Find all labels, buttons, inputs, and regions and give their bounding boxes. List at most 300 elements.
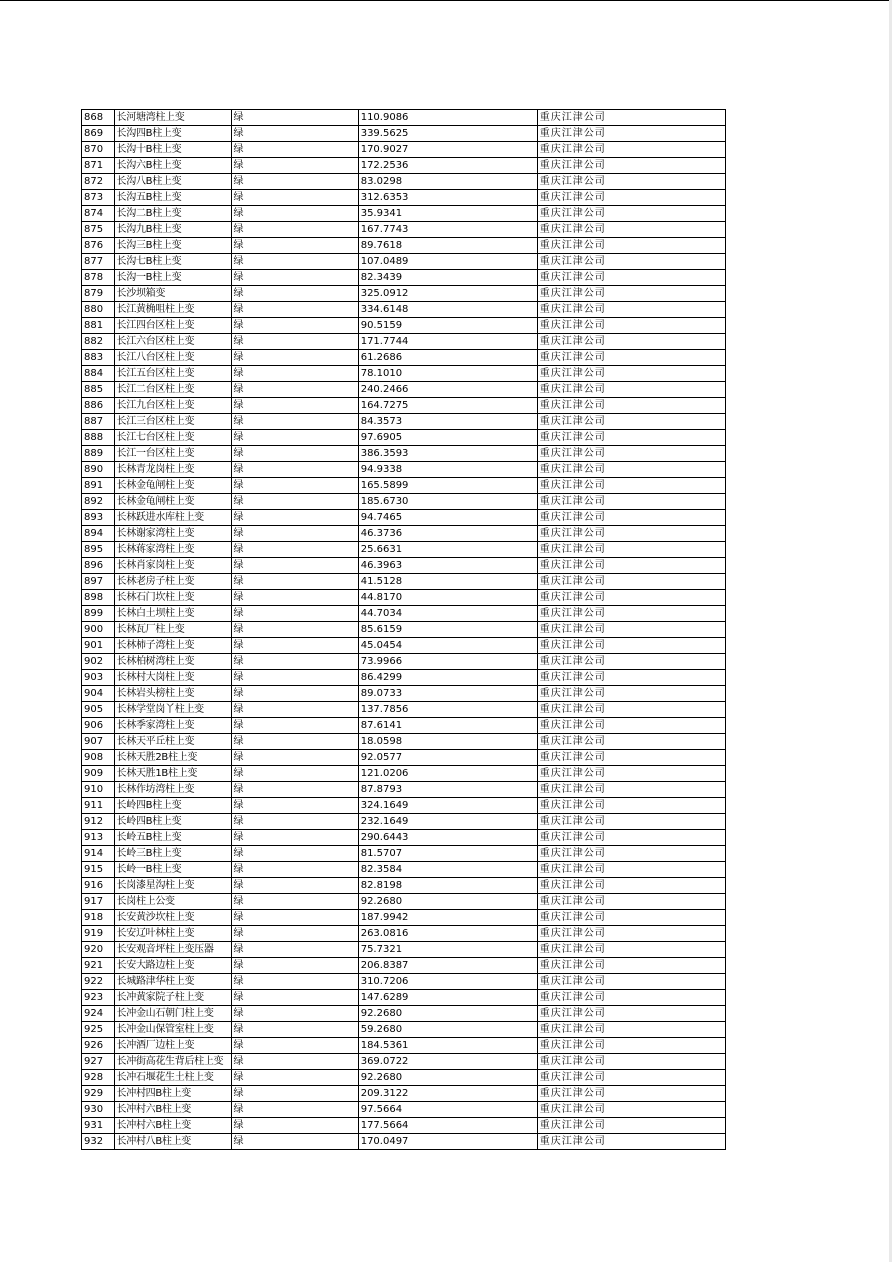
company-cell: 重庆江津公司 <box>537 478 725 494</box>
value-cell: 263.0816 <box>358 926 537 942</box>
company-cell: 重庆江津公司 <box>537 1006 725 1022</box>
value-cell: 90.5159 <box>358 318 537 334</box>
company-cell: 重庆江津公司 <box>537 782 725 798</box>
table-row <box>82 990 726 1006</box>
status-color-cell: 绿 <box>231 286 358 302</box>
transformer-name-cell: 长沟五B柱上变 <box>114 190 231 206</box>
company-cell: 重庆江津公司 <box>537 974 725 990</box>
table-row <box>82 382 726 398</box>
company-cell: 重庆江津公司 <box>537 942 725 958</box>
row-number-cell: 884 <box>82 366 115 382</box>
row-number-cell: 882 <box>82 334 115 350</box>
value-cell: 185.6730 <box>358 494 537 510</box>
row-number-cell: 890 <box>82 462 115 478</box>
transformer-name-cell: 长岗柱上公变 <box>114 894 231 910</box>
table-row <box>82 622 726 638</box>
value-cell: 46.3963 <box>358 558 537 574</box>
status-color-cell: 绿 <box>231 990 358 1006</box>
status-color-cell: 绿 <box>231 1086 358 1102</box>
table-row <box>82 174 726 190</box>
transformer-name-cell: 长岭四B柱上变 <box>114 814 231 830</box>
value-cell: 94.7465 <box>358 510 537 526</box>
value-cell: 386.3593 <box>358 446 537 462</box>
status-color-cell: 绿 <box>231 110 358 126</box>
row-number-cell: 869 <box>82 126 115 142</box>
status-color-cell: 绿 <box>231 958 358 974</box>
transformer-name-cell: 长安大路边柱上变 <box>114 958 231 974</box>
table-row <box>82 366 726 382</box>
status-color-cell: 绿 <box>231 926 358 942</box>
row-number-cell: 878 <box>82 270 115 286</box>
row-number-cell: 883 <box>82 350 115 366</box>
status-color-cell: 绿 <box>231 670 358 686</box>
row-number-cell: 931 <box>82 1118 115 1134</box>
table-row <box>82 302 726 318</box>
table-row <box>82 318 726 334</box>
company-cell: 重庆江津公司 <box>537 382 725 398</box>
value-cell: 107.0489 <box>358 254 537 270</box>
transformer-name-cell: 长冲村六B柱上变 <box>114 1118 231 1134</box>
transformer-name-cell: 长沟八B柱上变 <box>114 174 231 190</box>
row-number-cell: 894 <box>82 526 115 542</box>
row-number-cell: 912 <box>82 814 115 830</box>
row-number-cell: 895 <box>82 542 115 558</box>
row-number-cell: 930 <box>82 1102 115 1118</box>
company-cell: 重庆江津公司 <box>537 1070 725 1086</box>
company-cell: 重庆江津公司 <box>537 798 725 814</box>
value-cell: 97.6905 <box>358 430 537 446</box>
transformer-name-cell: 长沟一B柱上变 <box>114 270 231 286</box>
status-color-cell: 绿 <box>231 1038 358 1054</box>
status-color-cell: 绿 <box>231 142 358 158</box>
row-number-cell: 900 <box>82 622 115 638</box>
value-cell: 97.5664 <box>358 1102 537 1118</box>
company-cell: 重庆江津公司 <box>537 1118 725 1134</box>
table-row <box>82 606 726 622</box>
status-color-cell: 绿 <box>231 1102 358 1118</box>
row-number-cell: 907 <box>82 734 115 750</box>
table-row <box>82 958 726 974</box>
table-row <box>82 238 726 254</box>
status-color-cell: 绿 <box>231 638 358 654</box>
value-cell: 82.3584 <box>358 862 537 878</box>
value-cell: 170.9027 <box>358 142 537 158</box>
status-color-cell: 绿 <box>231 830 358 846</box>
company-cell: 重庆江津公司 <box>537 350 725 366</box>
transformer-name-cell: 长城路津华柱上变 <box>114 974 231 990</box>
value-cell: 170.0497 <box>358 1134 537 1150</box>
status-color-cell: 绿 <box>231 158 358 174</box>
row-number-cell: 876 <box>82 238 115 254</box>
status-color-cell: 绿 <box>231 622 358 638</box>
company-cell: 重庆江津公司 <box>537 398 725 414</box>
company-cell: 重庆江津公司 <box>537 622 725 638</box>
table-row <box>82 206 726 222</box>
row-number-cell: 896 <box>82 558 115 574</box>
company-cell: 重庆江津公司 <box>537 574 725 590</box>
table-row <box>82 1006 726 1022</box>
transformer-name-cell: 长江二台区柱上变 <box>114 382 231 398</box>
table-row <box>82 670 726 686</box>
company-cell: 重庆江津公司 <box>537 558 725 574</box>
company-cell: 重庆江津公司 <box>537 126 725 142</box>
company-cell: 重庆江津公司 <box>537 446 725 462</box>
status-color-cell: 绿 <box>231 366 358 382</box>
table-row <box>82 974 726 990</box>
value-cell: 44.7034 <box>358 606 537 622</box>
row-number-cell: 886 <box>82 398 115 414</box>
value-cell: 78.1010 <box>358 366 537 382</box>
transformer-name-cell: 长林天胜2B柱上变 <box>114 750 231 766</box>
table-row <box>82 1134 726 1150</box>
value-cell: 89.7618 <box>358 238 537 254</box>
table-row <box>82 334 726 350</box>
table-row <box>82 766 726 782</box>
value-cell: 41.5128 <box>358 574 537 590</box>
transformer-name-cell: 长林柏树湾柱上变 <box>114 654 231 670</box>
transformer-name-cell: 长江一台区柱上变 <box>114 446 231 462</box>
transformer-name-cell: 长岗漆星沟柱上变 <box>114 878 231 894</box>
transformer-name-cell: 长沟十B柱上变 <box>114 142 231 158</box>
company-cell: 重庆江津公司 <box>537 494 725 510</box>
value-cell: 167.7743 <box>358 222 537 238</box>
value-cell: 325.0912 <box>358 286 537 302</box>
company-cell: 重庆江津公司 <box>537 206 725 222</box>
company-cell: 重庆江津公司 <box>537 526 725 542</box>
company-cell: 重庆江津公司 <box>537 606 725 622</box>
status-color-cell: 绿 <box>231 846 358 862</box>
company-cell: 重庆江津公司 <box>537 718 725 734</box>
table-row <box>82 862 726 878</box>
row-number-cell: 913 <box>82 830 115 846</box>
company-cell: 重庆江津公司 <box>537 670 725 686</box>
company-cell: 重庆江津公司 <box>537 462 725 478</box>
row-number-cell: 879 <box>82 286 115 302</box>
value-cell: 147.6289 <box>358 990 537 1006</box>
company-cell: 重庆江津公司 <box>537 254 725 270</box>
row-number-cell: 904 <box>82 686 115 702</box>
company-cell: 重庆江津公司 <box>537 510 725 526</box>
row-number-cell: 922 <box>82 974 115 990</box>
status-color-cell: 绿 <box>231 1118 358 1134</box>
value-cell: 61.2686 <box>358 350 537 366</box>
table-row <box>82 894 726 910</box>
value-cell: 177.5664 <box>358 1118 537 1134</box>
table-row <box>82 734 726 750</box>
value-cell: 232.1649 <box>358 814 537 830</box>
table-row <box>82 1038 726 1054</box>
transformer-name-cell: 长林村大岗柱上变 <box>114 670 231 686</box>
transformer-name-cell: 长林天胜1B柱上变 <box>114 766 231 782</box>
status-color-cell: 绿 <box>231 1054 358 1070</box>
company-cell: 重庆江津公司 <box>537 286 725 302</box>
table-row <box>82 654 726 670</box>
row-number-cell: 902 <box>82 654 115 670</box>
value-cell: 82.3439 <box>358 270 537 286</box>
status-color-cell: 绿 <box>231 526 358 542</box>
value-cell: 92.0577 <box>358 750 537 766</box>
value-cell: 92.2680 <box>358 1070 537 1086</box>
table-row <box>82 1102 726 1118</box>
status-color-cell: 绿 <box>231 398 358 414</box>
company-cell: 重庆江津公司 <box>537 590 725 606</box>
transformer-name-cell: 长林季家湾柱上变 <box>114 718 231 734</box>
transformer-name-cell: 长林金龟闸柱上变 <box>114 478 231 494</box>
row-number-cell: 881 <box>82 318 115 334</box>
transformer-name-cell: 长冲村六B柱上变 <box>114 1102 231 1118</box>
row-number-cell: 916 <box>82 878 115 894</box>
row-number-cell: 897 <box>82 574 115 590</box>
row-number-cell: 905 <box>82 702 115 718</box>
row-number-cell: 868 <box>82 110 115 126</box>
transformer-name-cell: 长江九台区柱上变 <box>114 398 231 414</box>
transformer-name-cell: 长冲石堰花生土柱上变 <box>114 1070 231 1086</box>
row-number-cell: 893 <box>82 510 115 526</box>
status-color-cell: 绿 <box>231 190 358 206</box>
value-cell: 165.5899 <box>358 478 537 494</box>
company-cell: 重庆江津公司 <box>537 318 725 334</box>
status-color-cell: 绿 <box>231 606 358 622</box>
table-row <box>82 830 726 846</box>
row-number-cell: 906 <box>82 718 115 734</box>
table-row <box>82 750 726 766</box>
transformer-name-cell: 长安观音坪柱上变压器 <box>114 942 231 958</box>
status-color-cell: 绿 <box>231 766 358 782</box>
transformer-name-cell: 长冲街高花生背后柱上变 <box>114 1054 231 1070</box>
status-color-cell: 绿 <box>231 414 358 430</box>
row-number-cell: 919 <box>82 926 115 942</box>
transformer-name-cell: 长沟三B柱上变 <box>114 238 231 254</box>
company-cell: 重庆江津公司 <box>537 814 725 830</box>
status-color-cell: 绿 <box>231 558 358 574</box>
table-row <box>82 158 726 174</box>
company-cell: 重庆江津公司 <box>537 1038 725 1054</box>
table-row <box>82 270 726 286</box>
table-row <box>82 126 726 142</box>
transformer-name-cell: 长冲村四B柱上变 <box>114 1086 231 1102</box>
value-cell: 339.5625 <box>358 126 537 142</box>
value-cell: 184.5361 <box>358 1038 537 1054</box>
transformer-name-cell: 长沟七B柱上变 <box>114 254 231 270</box>
status-color-cell: 绿 <box>231 814 358 830</box>
status-color-cell: 绿 <box>231 270 358 286</box>
company-cell: 重庆江津公司 <box>537 334 725 350</box>
value-cell: 94.9338 <box>358 462 537 478</box>
company-cell: 重庆江津公司 <box>537 190 725 206</box>
table-row <box>82 398 726 414</box>
table-row <box>82 686 726 702</box>
value-cell: 81.5707 <box>358 846 537 862</box>
status-color-cell: 绿 <box>231 126 358 142</box>
company-cell: 重庆江津公司 <box>537 910 725 926</box>
transformer-name-cell: 长沟九B柱上变 <box>114 222 231 238</box>
transformer-name-cell: 长江七台区柱上变 <box>114 430 231 446</box>
row-number-cell: 928 <box>82 1070 115 1086</box>
status-color-cell: 绿 <box>231 590 358 606</box>
row-number-cell: 914 <box>82 846 115 862</box>
company-cell: 重庆江津公司 <box>537 686 725 702</box>
company-cell: 重庆江津公司 <box>537 158 725 174</box>
status-color-cell: 绿 <box>231 510 358 526</box>
table-row <box>82 1022 726 1038</box>
table-row <box>82 414 726 430</box>
row-number-cell: 870 <box>82 142 115 158</box>
value-cell: 25.6631 <box>358 542 537 558</box>
status-color-cell: 绿 <box>231 942 358 958</box>
transformer-name-cell: 长冲金山保管室柱上变 <box>114 1022 231 1038</box>
transformer-name-cell: 长林柿子湾柱上变 <box>114 638 231 654</box>
table-row <box>82 1070 726 1086</box>
status-color-cell: 绿 <box>231 462 358 478</box>
transformer-name-cell: 长安黄沙坎柱上变 <box>114 910 231 926</box>
company-cell: 重庆江津公司 <box>537 830 725 846</box>
value-cell: 75.7321 <box>358 942 537 958</box>
status-color-cell: 绿 <box>231 1134 358 1150</box>
row-number-cell: 889 <box>82 446 115 462</box>
status-color-cell: 绿 <box>231 702 358 718</box>
status-color-cell: 绿 <box>231 254 358 270</box>
table-row <box>82 558 726 574</box>
row-number-cell: 887 <box>82 414 115 430</box>
value-cell: 110.9086 <box>358 110 537 126</box>
status-color-cell: 绿 <box>231 478 358 494</box>
row-number-cell: 892 <box>82 494 115 510</box>
value-cell: 83.0298 <box>358 174 537 190</box>
table-row <box>82 222 726 238</box>
transformer-name-cell: 长林跃进水库柱上变 <box>114 510 231 526</box>
status-color-cell: 绿 <box>231 878 358 894</box>
status-color-cell: 绿 <box>231 862 358 878</box>
row-number-cell: 925 <box>82 1022 115 1038</box>
table-row <box>82 494 726 510</box>
transformer-name-cell: 长林岩头榜柱上变 <box>114 686 231 702</box>
status-color-cell: 绿 <box>231 542 358 558</box>
row-number-cell: 921 <box>82 958 115 974</box>
company-cell: 重庆江津公司 <box>537 846 725 862</box>
table-row <box>82 1118 726 1134</box>
status-color-cell: 绿 <box>231 222 358 238</box>
table-row <box>82 782 726 798</box>
table-row <box>82 1054 726 1070</box>
status-color-cell: 绿 <box>231 782 358 798</box>
row-number-cell: 872 <box>82 174 115 190</box>
value-cell: 121.0206 <box>358 766 537 782</box>
value-cell: 137.7856 <box>358 702 537 718</box>
row-number-cell: 880 <box>82 302 115 318</box>
row-number-cell: 888 <box>82 430 115 446</box>
table-row <box>82 254 726 270</box>
value-cell: 85.6159 <box>358 622 537 638</box>
row-number-cell: 898 <box>82 590 115 606</box>
value-cell: 164.7275 <box>358 398 537 414</box>
status-color-cell: 绿 <box>231 430 358 446</box>
transformer-name-cell: 长岭三B柱上变 <box>114 846 231 862</box>
status-color-cell: 绿 <box>231 1022 358 1038</box>
value-cell: 172.2536 <box>358 158 537 174</box>
status-color-cell: 绿 <box>231 238 358 254</box>
data-table <box>81 109 726 1150</box>
value-cell: 84.3573 <box>358 414 537 430</box>
status-color-cell: 绿 <box>231 350 358 366</box>
table-row <box>82 286 726 302</box>
value-cell: 290.6443 <box>358 830 537 846</box>
row-number-cell: 899 <box>82 606 115 622</box>
status-color-cell: 绿 <box>231 318 358 334</box>
value-cell: 87.6141 <box>358 718 537 734</box>
row-number-cell: 873 <box>82 190 115 206</box>
table-row <box>82 702 726 718</box>
transformer-name-cell: 长冲村八B柱上变 <box>114 1134 231 1150</box>
transformer-name-cell: 长林瓦厂柱上变 <box>114 622 231 638</box>
table-body <box>82 110 726 1150</box>
status-color-cell: 绿 <box>231 494 358 510</box>
company-cell: 重庆江津公司 <box>537 1022 725 1038</box>
value-cell: 46.3736 <box>358 526 537 542</box>
company-cell: 重庆江津公司 <box>537 766 725 782</box>
row-number-cell: 871 <box>82 158 115 174</box>
value-cell: 89.0733 <box>358 686 537 702</box>
transformer-name-cell: 长沟六B柱上变 <box>114 158 231 174</box>
status-color-cell: 绿 <box>231 974 358 990</box>
transformer-name-cell: 长沙坝箱变 <box>114 286 231 302</box>
table-row <box>82 430 726 446</box>
company-cell: 重庆江津公司 <box>537 142 725 158</box>
table-row <box>82 798 726 814</box>
transformer-name-cell: 长冲黄家院子柱上变 <box>114 990 231 1006</box>
transformer-name-cell: 长林天平丘柱上变 <box>114 734 231 750</box>
row-number-cell: 875 <box>82 222 115 238</box>
status-color-cell: 绿 <box>231 734 358 750</box>
status-color-cell: 绿 <box>231 574 358 590</box>
transformer-name-cell: 长沟二B柱上变 <box>114 206 231 222</box>
company-cell: 重庆江津公司 <box>537 702 725 718</box>
company-cell: 重庆江津公司 <box>537 270 725 286</box>
status-color-cell: 绿 <box>231 894 358 910</box>
company-cell: 重庆江津公司 <box>537 238 725 254</box>
status-color-cell: 绿 <box>231 718 358 734</box>
table-row <box>82 814 726 830</box>
transformer-name-cell: 长冲金山石朝门柱上变 <box>114 1006 231 1022</box>
company-cell: 重庆江津公司 <box>537 958 725 974</box>
company-cell: 重庆江津公司 <box>537 366 725 382</box>
row-number-cell: 929 <box>82 1086 115 1102</box>
row-number-cell: 908 <box>82 750 115 766</box>
row-number-cell: 911 <box>82 798 115 814</box>
value-cell: 209.3122 <box>358 1086 537 1102</box>
transformer-name-cell: 长江三台区柱上变 <box>114 414 231 430</box>
table-row <box>82 462 726 478</box>
transformer-name-cell: 长江四台区柱上变 <box>114 318 231 334</box>
row-number-cell: 877 <box>82 254 115 270</box>
row-number-cell: 910 <box>82 782 115 798</box>
value-cell: 82.8198 <box>358 878 537 894</box>
company-cell: 重庆江津公司 <box>537 862 725 878</box>
value-cell: 171.7744 <box>358 334 537 350</box>
transformer-name-cell: 长林青龙岗柱上变 <box>114 462 231 478</box>
value-cell: 87.8793 <box>358 782 537 798</box>
status-color-cell: 绿 <box>231 750 358 766</box>
company-cell: 重庆江津公司 <box>537 222 725 238</box>
value-cell: 92.2680 <box>358 1006 537 1022</box>
company-cell: 重庆江津公司 <box>537 990 725 1006</box>
transformer-name-cell: 长林蒋家湾柱上变 <box>114 542 231 558</box>
page-top-rule <box>0 0 892 1</box>
row-number-cell: 927 <box>82 1054 115 1070</box>
transformer-name-cell: 长林作坊湾柱上变 <box>114 782 231 798</box>
company-cell: 重庆江津公司 <box>537 750 725 766</box>
row-number-cell: 903 <box>82 670 115 686</box>
status-color-cell: 绿 <box>231 334 358 350</box>
